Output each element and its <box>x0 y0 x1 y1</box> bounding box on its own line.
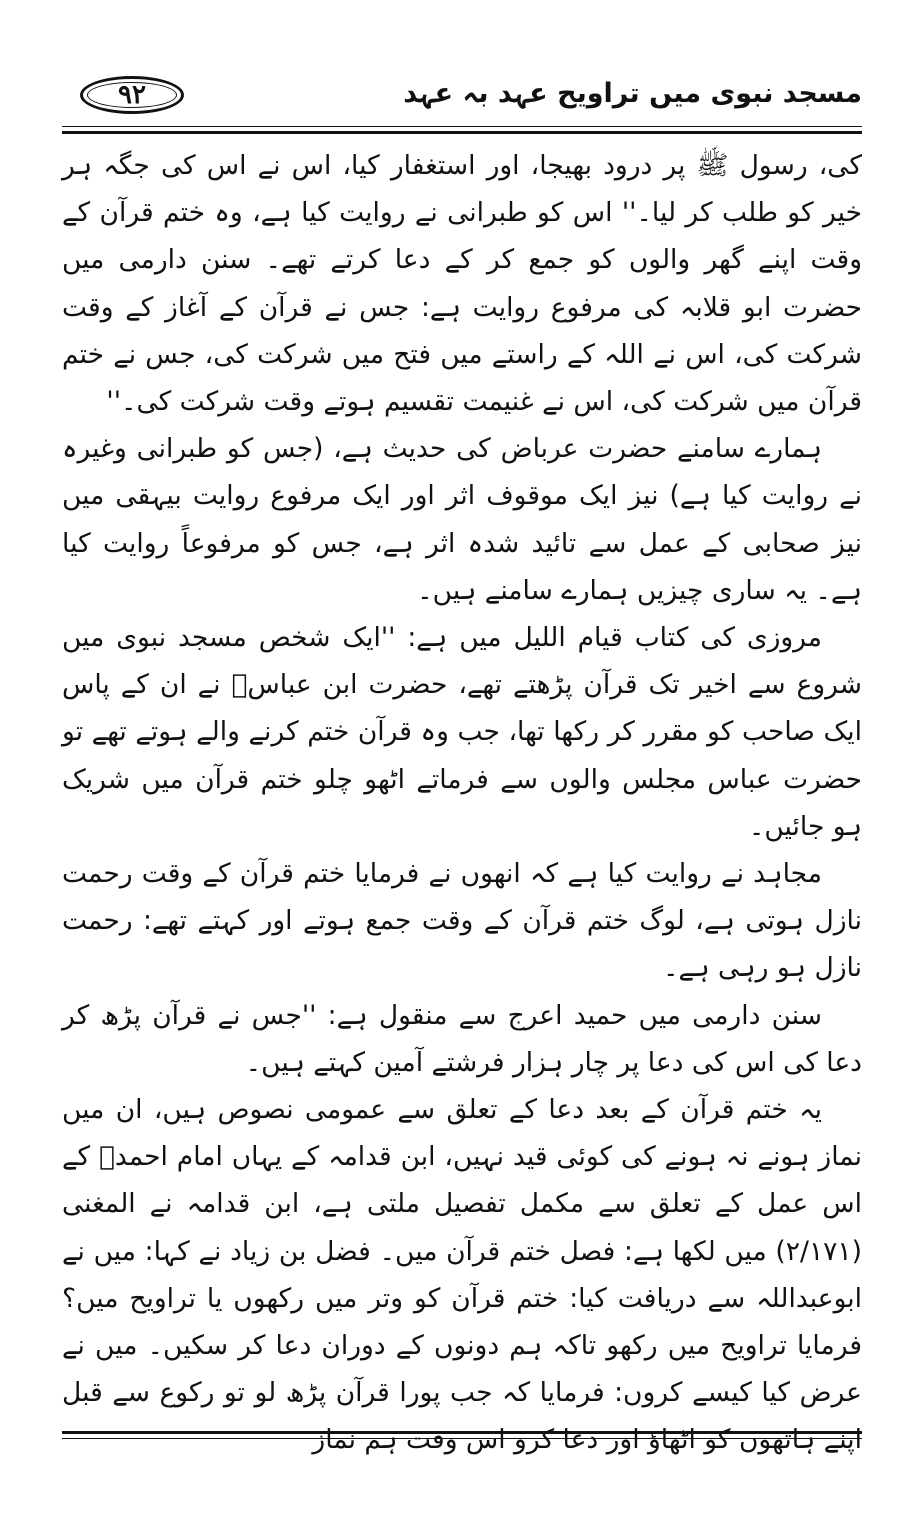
footer-rule-thick <box>62 1431 862 1434</box>
paragraph-3: مروزی کی کتاب قیام اللیل میں ہے: ''ایک شخص مسجد نبوی میں شروع سے اخیر تک قرآن پڑھتے تھے، حضرت ابن عباسؓ نے ان کے پاس ایک صاحب کو مقرر کر رکھا تھا، جب وہ قرآن ختم کرنے والے ہوتے تھے تو حضرت عباس مجلس والوں سے فرماتے اٹھو چلو ختم قرآن میں شریک ہو جائیں۔ <box>62 622 862 842</box>
paragraph-2: ہمارے سامنے حضرت عرباض کی حدیث ہے، (جس کو طبرانی وغیرہ نے روایت کیا ہے) نیز ایک موقوف اثر اور ایک مرفوع روایت بیہقی میں نیز صحابی کے عمل سے تائید شدہ اثر ہے، جس کو مرفوعاً روایت کیا ہے۔ یہ ساری چیزیں ہمارے سامنے ہیں۔ <box>62 433 862 606</box>
paragraph-4: مجاہد نے روایت کیا ہے کہ انھوں نے فرمایا ختم قرآن کے وقت رحمت نازل ہوتی ہے، لوگ ختم قرآن کے وقت جمع ہوتے اور کہتے تھے: رحمت نازل ہو رہی ہے۔ <box>62 858 862 984</box>
body-text <box>62 142 862 1456</box>
page-header <box>62 70 862 124</box>
header-rule-thick <box>62 131 862 134</box>
paragraph-5: سنن دارمی میں حمید اعرج سے منقول ہے: ''جس نے قرآن پڑھ کر دعا کی اس کی دعا پر چار ہزار فرشتے آمین کہتے ہیں۔ <box>62 999 862 1078</box>
page-number-badge <box>80 76 184 114</box>
paragraph-6: یہ ختم قرآن کے بعد دعا کے تعلق سے عمومی نصوص ہیں، ان میں نماز ہونے نہ ہونے کی کوئی قید نہیں، ابن قدامہ کے یہاں امام احمدؒ کے اس عمل کے تعلق سے مکمل تفصیل ملتی ہے، ابن قدامہ نے المغنی (۲/۱۷۱) میں لکھا ہے: فصل ختم قرآن میں۔ فضل بن زیاد نے کہا: میں نے ابوعبداللہ سے دریافت کیا: ختم قرآن کو وتر میں رکھوں یا تراویح میں؟ فرمایا تراویح میں رکھو تاکہ ہم دونوں کے دوران دعا کر سکیں۔ میں نے عرض کیا کیسے کروں: فرمایا کہ جب پورا قرآن پڑھ لو تو رکوع سے قبل اپنے ہاتھوں کو اٹھاؤ اور دعا کرو اس وقت ہم نماز <box>62 1094 862 1456</box>
header-rule-thin <box>62 126 862 127</box>
paragraph-1: کی، رسول ﷺ پر درود بھیجا، اور استغفار کیا، اس نے اس کی جگہ ہر خیر کو طلب کر لیا۔'' اس کو طبرانی نے روایت کیا ہے، وہ ختم قرآن کے وقت اپنے گھر والوں کو جمع کر کے دعا کرتے تھے۔ سنن دارمی میں حضرت ابو قلابہ کی مرفوع روایت ہے: جس نے قرآن کے آغاز کے وقت شرکت کی، اس نے اللہ کے راستے میں فتح میں شرکت کی، جس نے ختم قرآن میں شرکت کی، اس نے غنیمت تقسیم ہوتے وقت شرکت کی۔'' <box>62 150 862 418</box>
page-number: ۹۲ <box>118 80 146 110</box>
footer-rule-thin <box>62 1438 862 1439</box>
running-title: مسجد نبوی میں تراویح عہد بہ عہد <box>403 78 862 109</box>
